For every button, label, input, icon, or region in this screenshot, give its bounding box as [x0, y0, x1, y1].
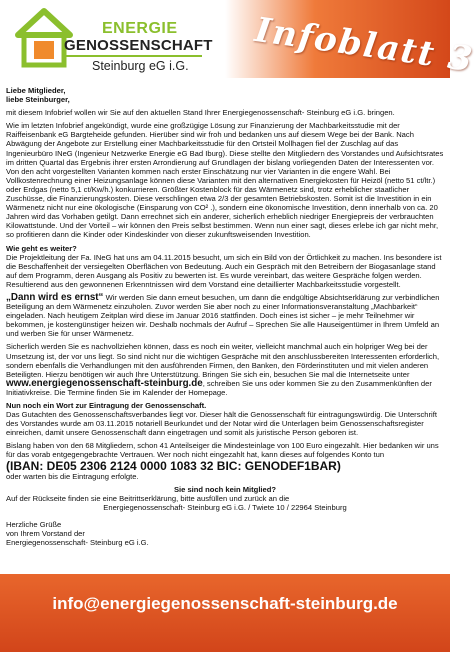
postal-address: Energiegenossenschaft- Steinburg eG i.G. / Twiete 10 / 22964 Steinburg	[103, 502, 347, 512]
paragraph-support	[6, 342, 444, 397]
paragraph-visit: Die Projektleitung der Fa. INeG hat uns am 04.11.2015 besucht, um sich ein Bild von der Örtlichkeit zu machen. Ins besondere ist die Beschaffenheit der versiegelten Oberflächen von Bedeutung. Auch ein Gespräch mit den Betreibern der Biogasanlage stand auf dem Programm, deren Ausgang als Positiv zu bewerten ist. Es wurde vereinbart, das weitere Gespräche folgen werden.	[6, 252, 442, 280]
footer-email[interactable]: info@energiegenossenschaft-steinburg.de	[52, 594, 398, 613]
logo-line-energie: ENERGIE	[102, 20, 178, 37]
quote-lead: „Dann wird es ernst“	[6, 291, 104, 303]
paragraph-deposit: Bislang haben von den 68 Mitgliedern, schon 41 Anteilseiger die Mindesteinlage von 100 Euro eingezahlt. Hier bedanken wir uns für das vorab entgegengebrachte Vertrauen. Wer noch nicht eingezahlt hat, kann dieses auf folgendes Konto tun	[6, 441, 439, 460]
closing-line-2: von Ihrem Vorstand der	[6, 529, 85, 539]
footer-band	[0, 574, 450, 652]
heading-registration: Nun noch ein Wort zur Eintragung der Genossenschaft.	[6, 401, 207, 410]
greeting-2: liebe Steinburger,	[6, 95, 70, 105]
paragraph-registration: Das Gutachten des Genossenschaftsverbandes liegt vor. Dieser hält die Genossenschaft für eintragungswürdig. Die Unterschrift des Vorstandes wurde am 03.11.2015 notariell Beurkundet und der Notar wird die Unterlagen beim Genossenschaftsregister einreichen, damit unsere Genossenschaft dann eingetragen und somit als juristische Person geboren ist.	[6, 410, 437, 438]
bank-details: (IBAN: DE05 2306 2124 0000 1083 32 BIC: GENODEF1BAR)	[6, 458, 341, 473]
paragraph-study: Resultierend aus den gewonnenen Erkenntnissen wird dem Vorstand eine detaillierter Machbarkeitsstudie vorgestellt.	[6, 279, 401, 289]
paragraph-support-text: Sicherlich werden Sie es nachvollziehen können, dass es noch ein weiter, vielleicht manchmal auch ein holpriger Weg bei der Umsetzung ist, der vor uns liegt. So sind nicht nur die wichtigen Gespräche mit den anschlussbereiten Interessenten erforderlich, sondern ebenfalls die Verhandlungen mit den ausführenden Firmen, den Banken, den Förderinstituten und mit vielen anderen Beteiligten. Hierzu benötigen wir auch Ihre Unterstützung. Bringen Sie sich ein, besuchen Sie mal die Internetseite unter	[6, 342, 440, 379]
paragraph-financing: Wie im letzten Infobrief angekündigt, wurde eine großzügige Lösung zur Finanzierung der Machbarkeitsstudie mit der Raiffeisenbank eG Bargteheide gefunden. Hierüber sind wir froh und bedanken uns auf diesem Wege bei der Bank. Nach Abwägung der Angebote zur Erstellung einer Machbarkeitsstudie für den Ortsteil Mollhagen fiel der Zuschlag auf das Ingenieurbüro INeG (Ingenieur Netzwerke Energie eG Bad Iburg). Diese stellte den Mitgliedern des Vorstandes und Aufsichtsrates im dritten Quartal das Ergebnis ihrer ersten Arrondierung auf Grundlagen der bislang vorliegenden Daten der Interessenten vor. Von den acht vorgestellten Varianten kommen nach erster Einschätzung nur vier Varianten in die engere Wahl. Bei Vollkostenrechnung einer Heizungsanlage können diese Varianten mit den alternativen Energiekosten für Heizöl (netto 51 ct/ltr.) oder Erdgas (netto 5,1 ct/Kw/h.) konkurrieren. Größter Kostenblock für das Wärmenetz sind, trotz erheblicher staatlicher Zuschüsse, die Finanzierungskosten. Diese verschlingen etwa 2/3 der gesamten Betriebskosten. Somit ist die Investition in ein Wärmenetz nicht nur eine ökologische (Einsparung von CO² .), sondern eine ökonomische Investition, denn innerhalb von ca. 20 Jahren wird das Vorhaben getilgt. Dann errechnet sich ein anderer, sicherlich erheblich niedriger Energiepreis der verbrauchten Kilowattstunde. Und der Vorteil – wir können den Preis selbst bestimmen. Wenn nun einer sagt, dieses erlebe ich gar nicht mehr, so profitieren dann die Kinder oder Kindeskinder von dieser zukunftsweisenden Investition.	[6, 121, 444, 240]
paragraph-serious	[6, 293, 444, 338]
paragraph-wait: oder warten bis die Eintragung erfolgte.	[6, 471, 139, 481]
paragraph-support-tail: , schreiben Sie uns oder kommen Sie zu den Zusammenkünften der Initiativkreise. Die Termine finden Sie im Kalender der Homepage.	[6, 378, 432, 397]
paragraph-membership: Auf der Rückseite finden sie eine Beitrittserklärung, bitte ausfüllen und zurück an die	[6, 493, 290, 503]
logo-line-genossenschaft: GENOSSENSCHAFT	[64, 37, 213, 54]
greeting-1: Liebe Mitglieder,	[6, 86, 66, 95]
page-title: Infoblatt 3	[252, 10, 476, 81]
heading-membership: Sie sind noch kein Mitglied?	[173, 484, 277, 494]
logo-line-steinburg: Steinburg eG i.G.	[92, 59, 189, 73]
paragraph-intro: mit diesem Infobrief wollen wir Sie auf den aktuellen Stand Ihrer Energiegenossenschaft- Steinburg eG i.G. bringen.	[6, 108, 395, 118]
logo-divider	[64, 55, 202, 57]
heading-next-steps: Wie geht es weiter?	[6, 243, 77, 253]
company-logo	[14, 7, 213, 75]
closing-line-3: Energiegenossenschaft- Steinburg eG i.G.	[6, 538, 149, 548]
closing-line-1: Herzliche Grüße	[6, 520, 62, 530]
website-link[interactable]: www.energiegenossenschaft-steinburg.de	[6, 377, 203, 389]
paragraph-serious-text: Wir werden Sie dann erneut besuchen, um dann die endgültige Absichtserklärung zur verbindlichen Beteiligung an dem Wärmenetz einzuholen. Zuvor werden Sie aber noch zu einer Informationsveranstaltung „Machbarkeit“ eingeladen. Nach heutigem Zeitplan wird diese im Januar 2016 stattfinden. Doch eines ist sicher – je mehr Teilnehmer wir bekommen, je kostengünstiger heizen wir. Deshalb nochmals der Aufruf – Sprechen Sie alle Hauseigentümer in Ihrem Umfeld an und werben Sie für unser Wärmenetz.	[6, 292, 440, 339]
letter-body	[6, 86, 444, 547]
